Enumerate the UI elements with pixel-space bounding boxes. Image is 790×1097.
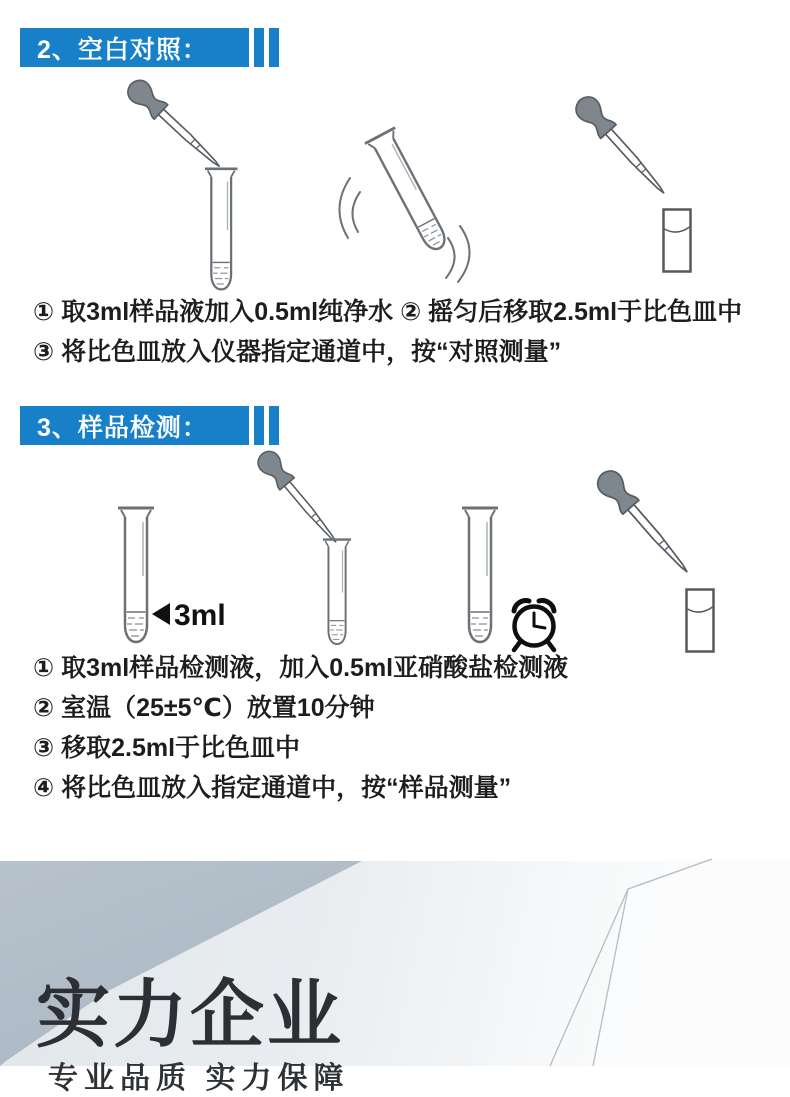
- footer-partial-clipped-line: 专业品质 实力保障: [48, 1062, 350, 1095]
- dropper-into-tube-illustration: [238, 452, 363, 648]
- step-line: ③ 将比色皿放入仪器指定通道中，按“对照测量”: [33, 338, 562, 366]
- test-tube-icon: [323, 540, 351, 645]
- tilted-test-tube-icon: [365, 128, 455, 256]
- shaking-tube-illustration: [322, 130, 487, 285]
- dropper-icon: [254, 447, 345, 549]
- cuvette-icon: [687, 590, 714, 652]
- cuvette-icon: [664, 210, 691, 272]
- step-line: ① 取3ml样品检测液，加入0.5ml亚硝酸盐检测液: [33, 654, 569, 682]
- section-header-sample-test: [20, 406, 279, 445]
- blank-control-steps: [33, 292, 742, 372]
- section-title: 3、样品检测：: [20, 406, 249, 445]
- tube-wait-illustration: [450, 502, 562, 654]
- dropper-into-cuvette-illustration: [558, 458, 726, 653]
- decorative-bar-icon: [254, 406, 264, 445]
- dropper-into-tube-illustration: [105, 76, 245, 294]
- decorative-bar-icon: [269, 406, 279, 445]
- section-title: 2、空白对照：: [20, 28, 249, 67]
- alarm-clock-icon: [514, 601, 554, 650]
- decorative-bar-icon: [269, 28, 279, 67]
- volume-label: 3ml: [174, 599, 226, 632]
- test-tube-icon: [462, 508, 498, 642]
- dropper-icon: [593, 466, 697, 580]
- section-header-blank-control: [20, 28, 279, 67]
- step-line: ③ 移取2.5ml于比色皿中: [33, 734, 301, 762]
- footer-banner: [0, 861, 790, 1095]
- sample-test-steps: [33, 648, 568, 808]
- volume-marker-icon: [152, 599, 226, 632]
- dropper-into-cuvette-illustration: [540, 88, 715, 283]
- dropper-icon: [123, 76, 227, 175]
- test-tube-icon: [118, 508, 154, 642]
- dropper-icon: [571, 92, 672, 201]
- tube-3ml-illustration: [108, 498, 258, 648]
- step-line: ① 取3ml样品液加入0.5ml纯净水 ② 摇匀后移取2.5ml于比色皿中: [33, 298, 743, 326]
- footer-headline: 实力企业: [36, 975, 344, 1057]
- decorative-bar-icon: [254, 28, 264, 67]
- step-line: ④ 将比色皿放入指定通道中，按“样品测量”: [33, 774, 512, 802]
- step-line: ② 室温（25±5℃）放置10分钟: [33, 694, 375, 722]
- test-tube-icon: [205, 169, 237, 290]
